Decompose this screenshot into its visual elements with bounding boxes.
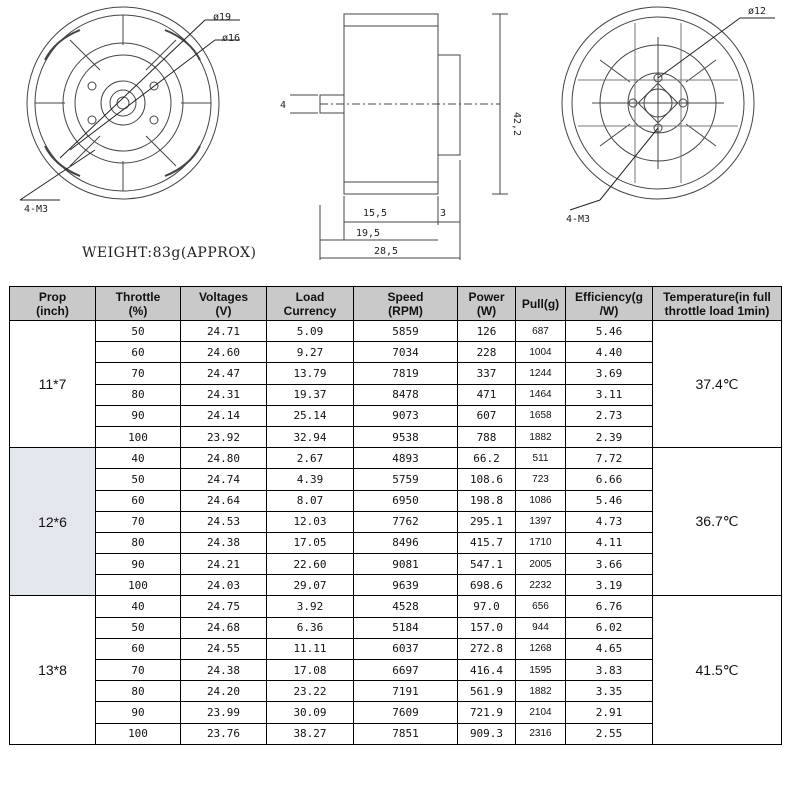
table-cell: 17.08 (267, 660, 354, 681)
table-cell: 11.11 (267, 638, 354, 659)
table-cell: 100 (96, 426, 181, 447)
table-cell: 9081 (354, 554, 458, 575)
dim-19-5-label: 19,5 (356, 228, 381, 239)
table-cell: 29.07 (267, 575, 354, 596)
weight-label: WEIGHT:83g(APPROX) (82, 245, 257, 261)
table-cell: 22.60 (267, 554, 354, 575)
table-cell: 6.76 (566, 596, 653, 617)
table-cell: 1882 (516, 426, 566, 447)
column-header-line: Prop (38, 289, 67, 304)
table-cell: 90 (96, 554, 181, 575)
table-cell: 66.2 (458, 448, 516, 469)
column-header-line: Power (468, 289, 505, 304)
table-cell: 5.46 (566, 321, 653, 342)
table-row (10, 448, 782, 469)
table-cell: 9639 (354, 575, 458, 596)
column-header-line: (RPM) (388, 303, 423, 318)
table-row (10, 321, 782, 342)
column-header-pull (516, 287, 566, 321)
table-cell: 1595 (516, 660, 566, 681)
column-header-line: Efficiency(g (574, 289, 643, 304)
table-cell: 24.38 (181, 532, 267, 553)
table-cell: 2104 (516, 702, 566, 723)
rear-dia-label: ø12 (748, 6, 767, 17)
table-cell: 8478 (354, 384, 458, 405)
dim-15-5-label: 15,5 (363, 208, 388, 219)
table-cell: 4528 (354, 596, 458, 617)
front-outer-dia-label: ø19 (213, 12, 232, 23)
rear-screws-label: 4-M3 (566, 214, 591, 225)
table-cell: 80 (96, 532, 181, 553)
table-cell: 1464 (516, 384, 566, 405)
table-cell: 50 (96, 617, 181, 638)
table-cell: 5.46 (566, 490, 653, 511)
column-header-line: Throttle (115, 289, 161, 304)
prop-size-cell: 13*8 (10, 596, 96, 744)
table-cell: 3.69 (566, 363, 653, 384)
table-header (10, 287, 782, 321)
table-cell: 24.14 (181, 405, 267, 426)
table-cell: 24.74 (181, 469, 267, 490)
table-cell: 7762 (354, 511, 458, 532)
temperature-cell: 36.7℃ (653, 448, 782, 596)
side-view-drawing (290, 14, 508, 260)
table-cell: 60 (96, 490, 181, 511)
table-cell: 788 (458, 426, 516, 447)
table-cell: 1882 (516, 681, 566, 702)
column-header-line: /W) (599, 303, 619, 318)
table-cell: 24.53 (181, 511, 267, 532)
prop-group (10, 321, 782, 448)
table-cell: 8496 (354, 532, 458, 553)
table-cell: 656 (516, 596, 566, 617)
column-header-voltages (181, 287, 267, 321)
table-cell: 3.92 (267, 596, 354, 617)
column-header-line: Voltages (198, 289, 249, 304)
table-cell: 3.83 (566, 660, 653, 681)
table-cell: 4.39 (267, 469, 354, 490)
table-cell: 90 (96, 702, 181, 723)
table-cell: 25.14 (267, 405, 354, 426)
table-cell: 2232 (516, 575, 566, 596)
table-cell: 2.67 (267, 448, 354, 469)
front-inner-dia-label: ø16 (222, 33, 241, 44)
table-cell: 24.38 (181, 660, 267, 681)
table-cell: 471 (458, 384, 516, 405)
table-cell: 511 (516, 448, 566, 469)
table-cell: 909.3 (458, 723, 516, 744)
column-header-line: (%) (128, 303, 148, 318)
column-header-throttle (96, 287, 181, 321)
table-cell: 23.22 (267, 681, 354, 702)
prop-group (10, 596, 782, 744)
column-header-line: Pull(g) (521, 296, 560, 311)
column-header-line: Temperature(in full (663, 289, 771, 304)
header-row (10, 287, 782, 321)
table-cell: 7819 (354, 363, 458, 384)
height-dim-label: 42,2 (511, 112, 522, 137)
table-cell: 721.9 (458, 702, 516, 723)
column-header-temperature (653, 287, 782, 321)
table-cell: 24.47 (181, 363, 267, 384)
front-view-drawing (20, 7, 240, 200)
table-cell: 100 (96, 575, 181, 596)
shaft-dim-label: 4 (280, 100, 287, 111)
table-cell: 60 (96, 342, 181, 363)
front-screws-label: 4-M3 (24, 204, 49, 215)
table-cell: 6.36 (267, 617, 354, 638)
table-cell: 3.11 (566, 384, 653, 405)
temperature-cell: 41.5℃ (653, 596, 782, 744)
table-cell: 7.72 (566, 448, 653, 469)
prop-group (10, 448, 782, 596)
table-cell: 24.71 (181, 321, 267, 342)
table-cell: 2.91 (566, 702, 653, 723)
column-header-line: Speed (387, 289, 424, 304)
table-cell: 24.03 (181, 575, 267, 596)
table-cell: 198.8 (458, 490, 516, 511)
table-cell: 272.8 (458, 638, 516, 659)
column-header-efficiency (566, 287, 653, 321)
table-cell: 698.6 (458, 575, 516, 596)
column-header-load-currency (267, 287, 354, 321)
table-cell: 607 (458, 405, 516, 426)
table-cell: 12.03 (267, 511, 354, 532)
table-cell: 6.02 (566, 617, 653, 638)
table-cell: 2.73 (566, 405, 653, 426)
table-cell: 157.0 (458, 617, 516, 638)
column-header-line: Load (295, 289, 325, 304)
table-cell: 2005 (516, 554, 566, 575)
column-header-power (458, 287, 516, 321)
table-cell: 24.80 (181, 448, 267, 469)
table-cell: 3.66 (566, 554, 653, 575)
table-cell: 23.92 (181, 426, 267, 447)
table-cell: 944 (516, 617, 566, 638)
table-cell: 97.0 (458, 596, 516, 617)
table-cell: 23.99 (181, 702, 267, 723)
table-cell: 70 (96, 660, 181, 681)
table-cell: 7609 (354, 702, 458, 723)
table-cell: 5184 (354, 617, 458, 638)
prop-size-cell: 12*6 (10, 448, 96, 596)
table-cell: 50 (96, 321, 181, 342)
table-cell: 38.27 (267, 723, 354, 744)
table-cell: 24.68 (181, 617, 267, 638)
table-cell: 32.94 (267, 426, 354, 447)
table-cell: 1397 (516, 511, 566, 532)
table-cell: 1244 (516, 363, 566, 384)
table-cell: 1086 (516, 490, 566, 511)
table-cell: 4.65 (566, 638, 653, 659)
dim-3-label: 3 (440, 208, 447, 219)
table-cell: 8.07 (267, 490, 354, 511)
table-cell: 1658 (516, 405, 566, 426)
table-cell: 337 (458, 363, 516, 384)
table-cell: 9.27 (267, 342, 354, 363)
table-cell: 561.9 (458, 681, 516, 702)
column-header-line: Currency (283, 303, 337, 318)
column-header-line: throttle load 1min) (664, 303, 770, 318)
table-cell: 2.55 (566, 723, 653, 744)
table-cell: 80 (96, 384, 181, 405)
table-cell: 24.60 (181, 342, 267, 363)
table-cell: 2316 (516, 723, 566, 744)
table-cell: 4.40 (566, 342, 653, 363)
table-cell: 1710 (516, 532, 566, 553)
table-cell: 19.37 (267, 384, 354, 405)
technical-drawings (0, 0, 800, 286)
table-cell: 6697 (354, 660, 458, 681)
table-cell: 108.6 (458, 469, 516, 490)
table-cell: 40 (96, 448, 181, 469)
table-cell: 1004 (516, 342, 566, 363)
table-cell: 295.1 (458, 511, 516, 532)
table-cell: 687 (516, 321, 566, 342)
table-cell: 7034 (354, 342, 458, 363)
table-cell: 24.21 (181, 554, 267, 575)
table-cell: 7191 (354, 681, 458, 702)
rear-view-drawing (562, 7, 775, 210)
table-cell: 3.35 (566, 681, 653, 702)
table-cell: 13.79 (267, 363, 354, 384)
table-cell: 70 (96, 363, 181, 384)
column-header-prop (10, 287, 96, 321)
table-cell: 547.1 (458, 554, 516, 575)
table-cell: 60 (96, 638, 181, 659)
table-cell: 5759 (354, 469, 458, 490)
table-cell: 17.05 (267, 532, 354, 553)
table-cell: 2.39 (566, 426, 653, 447)
table-cell: 24.31 (181, 384, 267, 405)
table-cell: 30.09 (267, 702, 354, 723)
table-cell: 415.7 (458, 532, 516, 553)
table-cell: 24.64 (181, 490, 267, 511)
table-cell: 80 (96, 681, 181, 702)
table-cell: 6.66 (566, 469, 653, 490)
motor-drawing-svg (0, 0, 800, 286)
table-cell: 416.4 (458, 660, 516, 681)
table-cell: 90 (96, 405, 181, 426)
table-cell: 100 (96, 723, 181, 744)
table-cell: 7851 (354, 723, 458, 744)
table-row (10, 596, 782, 617)
table-cell: 126 (458, 321, 516, 342)
table-cell: 3.19 (566, 575, 653, 596)
table-cell: 40 (96, 596, 181, 617)
table-cell: 6950 (354, 490, 458, 511)
table-cell: 228 (458, 342, 516, 363)
column-header-line: (V) (215, 303, 232, 318)
table-cell: 4.73 (566, 511, 653, 532)
column-header-line: (inch) (36, 303, 69, 318)
column-header-speed (354, 287, 458, 321)
table-cell: 23.76 (181, 723, 267, 744)
motor-spec-table (9, 286, 782, 745)
table-cell: 9538 (354, 426, 458, 447)
table-cell: 6037 (354, 638, 458, 659)
table-cell: 5859 (354, 321, 458, 342)
table-cell: 9073 (354, 405, 458, 426)
temperature-cell: 37.4℃ (653, 321, 782, 448)
table-cell: 24.20 (181, 681, 267, 702)
table-cell: 4.11 (566, 532, 653, 553)
table-cell: 5.09 (267, 321, 354, 342)
dim-28-5-label: 28,5 (374, 246, 399, 257)
table-cell: 723 (516, 469, 566, 490)
table-cell: 1268 (516, 638, 566, 659)
table-cell: 70 (96, 511, 181, 532)
table-cell: 24.75 (181, 596, 267, 617)
prop-size-cell: 11*7 (10, 321, 96, 448)
table-cell: 24.55 (181, 638, 267, 659)
table-cell: 4893 (354, 448, 458, 469)
table-cell: 50 (96, 469, 181, 490)
column-header-line: (W) (476, 303, 497, 318)
